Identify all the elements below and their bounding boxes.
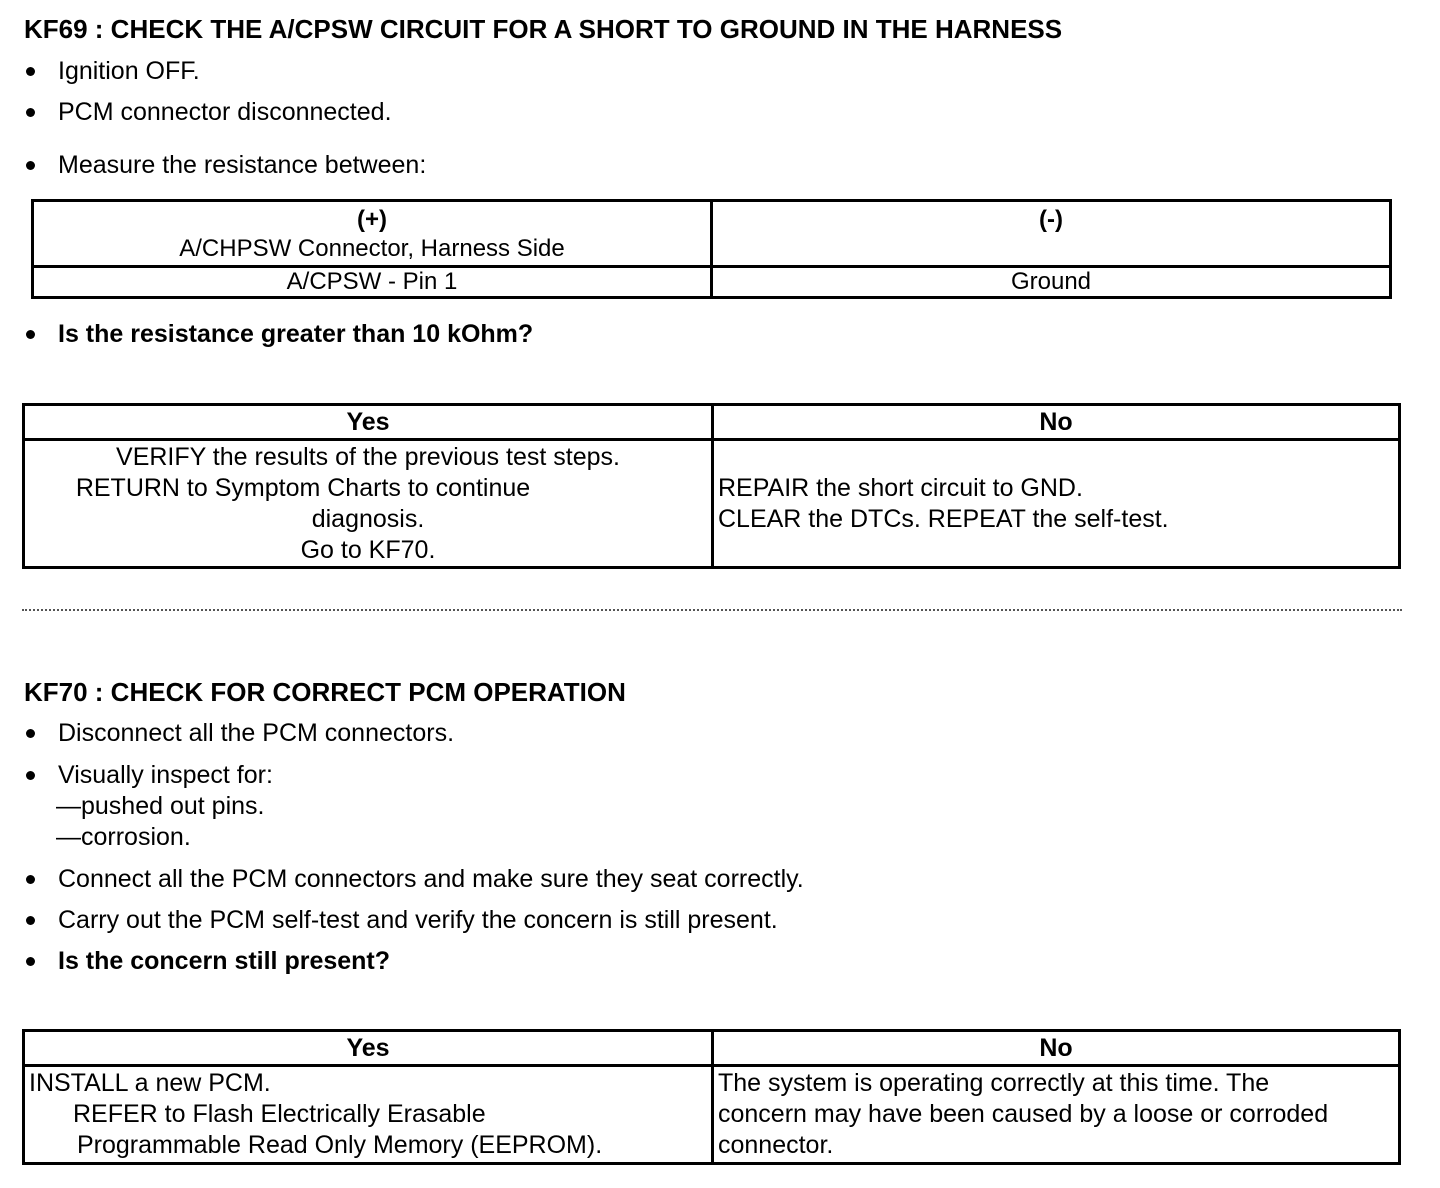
kf70-result-table <box>22 1029 1401 1165</box>
kf69-yes-cell <box>24 440 713 568</box>
measure-plus-header: (+) <box>357 205 387 233</box>
kf70-inspect-pins: —pushed out pins. <box>56 792 265 820</box>
kf70-yes-cell <box>24 1066 713 1164</box>
kf70-title: KF70 : CHECK FOR CORRECT PCM OPERATION <box>24 677 626 707</box>
kf69-yes-line: RETURN to Symptom Charts to continue <box>75 473 531 502</box>
kf70-no-cell <box>713 1066 1400 1164</box>
measure-row-minus: Ground <box>712 267 1391 298</box>
kf70-inspect-corrosion: —corrosion. <box>56 823 191 851</box>
kf70-yes-header: Yes <box>24 1031 713 1066</box>
kf69-yes-line: VERIFY the results of the previous test steps. <box>116 442 620 471</box>
measure-plus-sub: A/CHPSW Connector, Harness Side <box>179 234 565 262</box>
bullet-icon <box>26 108 35 117</box>
kf69-no-cell <box>713 440 1400 568</box>
measure-row-plus: A/CPSW - Pin 1 <box>33 267 712 298</box>
measure-plus-header-cell <box>33 201 712 267</box>
bullet-icon <box>26 67 35 76</box>
kf69-no-line: CLEAR the DTCs. REPEAT the self-test. <box>718 504 1169 533</box>
kf70-no-line: concern may have been caused by a loose or corroded <box>718 1100 1329 1128</box>
kf69-yes-line: diagnosis. <box>311 504 425 533</box>
measure-minus-header: (-) <box>1039 206 1063 233</box>
kf69-yes-line: Go to KF70. <box>300 535 436 564</box>
kf69-measure-table <box>31 199 1392 299</box>
kf70-no-header: No <box>713 1031 1400 1066</box>
kf69-no-header: No <box>713 405 1400 440</box>
kf69-no-line: REPAIR the short circuit to GND. <box>718 473 1083 502</box>
measure-minus-header-cell <box>712 201 1391 267</box>
bullet-icon <box>26 957 35 966</box>
bullet-icon <box>26 771 35 780</box>
bullet-icon <box>26 875 35 884</box>
bullet-icon <box>26 916 35 925</box>
bullet-icon <box>26 161 35 170</box>
kf70-no-line: The system is operating correctly at this time. The <box>718 1069 1270 1097</box>
bullet-icon <box>26 330 35 339</box>
bullet-icon <box>26 729 35 738</box>
kf69-yes-header: Yes <box>24 405 713 440</box>
kf69-result-table <box>22 403 1401 569</box>
kf70-yes-line: INSTALL a new PCM. <box>29 1069 271 1097</box>
kf70-yes-line: REFER to Flash Electrically Erasable <box>73 1100 486 1128</box>
kf70-yes-line: Programmable Read Only Memory (EEPROM). <box>77 1131 603 1159</box>
kf70-no-line: connector. <box>718 1131 834 1159</box>
kf69-title: KF69 : CHECK THE A/CPSW CIRCUIT FOR A SHORT TO GROUND IN THE HARNESS <box>24 14 1063 44</box>
section-divider <box>22 609 1402 611</box>
